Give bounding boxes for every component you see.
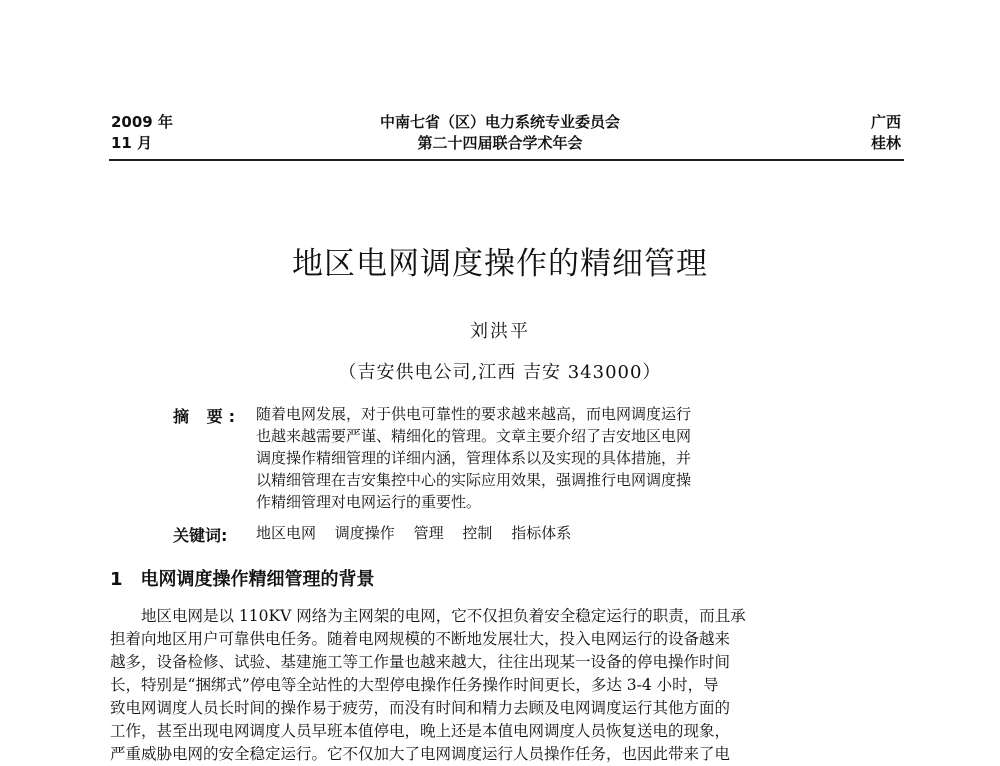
header-date	[111, 112, 173, 154]
abstract-text	[256, 403, 846, 513]
keyword: 管理	[413, 524, 444, 542]
keywords-label: 关键词:	[173, 526, 228, 545]
abstract-label: 摘 要:	[173, 407, 241, 426]
abstract-line: 以精细管理在吉安集控中心的实际应用效果，强调推行电网调度操	[256, 471, 692, 489]
header-month: 11 月	[111, 134, 153, 152]
body-line: 越多，设备检修、试验、基建施工等工作量也越来越大，往往出现某一设备的停电操作时间	[110, 653, 731, 671]
header-year: 2009 年	[111, 113, 173, 131]
header-conference-line1: 中南七省（区）电力系统专业委员会	[379, 113, 620, 131]
section-number: 1	[110, 569, 123, 590]
abstract-line: 作精细管理对电网运行的重要性。	[256, 493, 482, 511]
keyword: 调度操作	[334, 524, 395, 542]
header-location	[871, 112, 901, 154]
header-location-line2: 桂林	[870, 134, 901, 152]
section-heading	[110, 565, 375, 591]
abstract-line: 调度操作精细管理的详细内涵，管理体系以及实现的具体措施，并	[256, 449, 692, 467]
keyword: 地区电网	[256, 524, 317, 542]
keyword: 控制	[462, 524, 493, 542]
header-conference-line2: 第二十四届联合学术年会	[417, 134, 583, 152]
paper-author: 刘洪平	[470, 321, 530, 342]
keywords-list	[256, 522, 585, 543]
body-line: 工作，甚至出现电网调度人员早班本值停电，晚上还是本值电网调度人员恢复送电的现象，	[110, 722, 731, 740]
body-line: 严重威胁电网的安全稳定运行。它不仅加大了电网调度运行人员操作任务，也因此带来了电	[110, 745, 731, 763]
abstract-line: 也越来越需要严谨、精细化的管理。文章主要介绍了吉安地区电网	[256, 427, 692, 445]
body-line: 致电网调度人员长时间的操作易于疲劳，而没有时间和精力去顾及电网调度运行其他方面的	[110, 699, 731, 717]
section-title: 电网调度操作精细管理的背景	[140, 569, 375, 590]
keyword: 指标体系	[511, 524, 572, 542]
header-conference	[330, 112, 670, 154]
body-line: 长，特别是“捆绑式”停电等全站性的大型停电操作任务操作时间更长，多达 3-4 小时，导	[110, 676, 719, 694]
header-location-line1: 广西	[870, 113, 901, 131]
paper-title: 地区电网调度操作的精细管理	[292, 246, 708, 282]
abstract-line: 随着电网发展，对于供电可靠性的要求越来越高，而电网调度运行	[256, 405, 692, 423]
body-paragraph	[110, 605, 910, 766]
paper-affiliation: （吉安供电公司,江西 吉安 343000）	[338, 362, 662, 383]
body-line: 地区电网是以 110KV 网络为主网架的电网，它不仅担负着安全稳定运行的职责，而且承	[110, 607, 746, 625]
header-divider	[109, 159, 904, 161]
body-line: 担着向地区用户可靠供电任务。随着电网规模的不断地发展壮大，投入电网运行的设备越来	[110, 630, 731, 648]
